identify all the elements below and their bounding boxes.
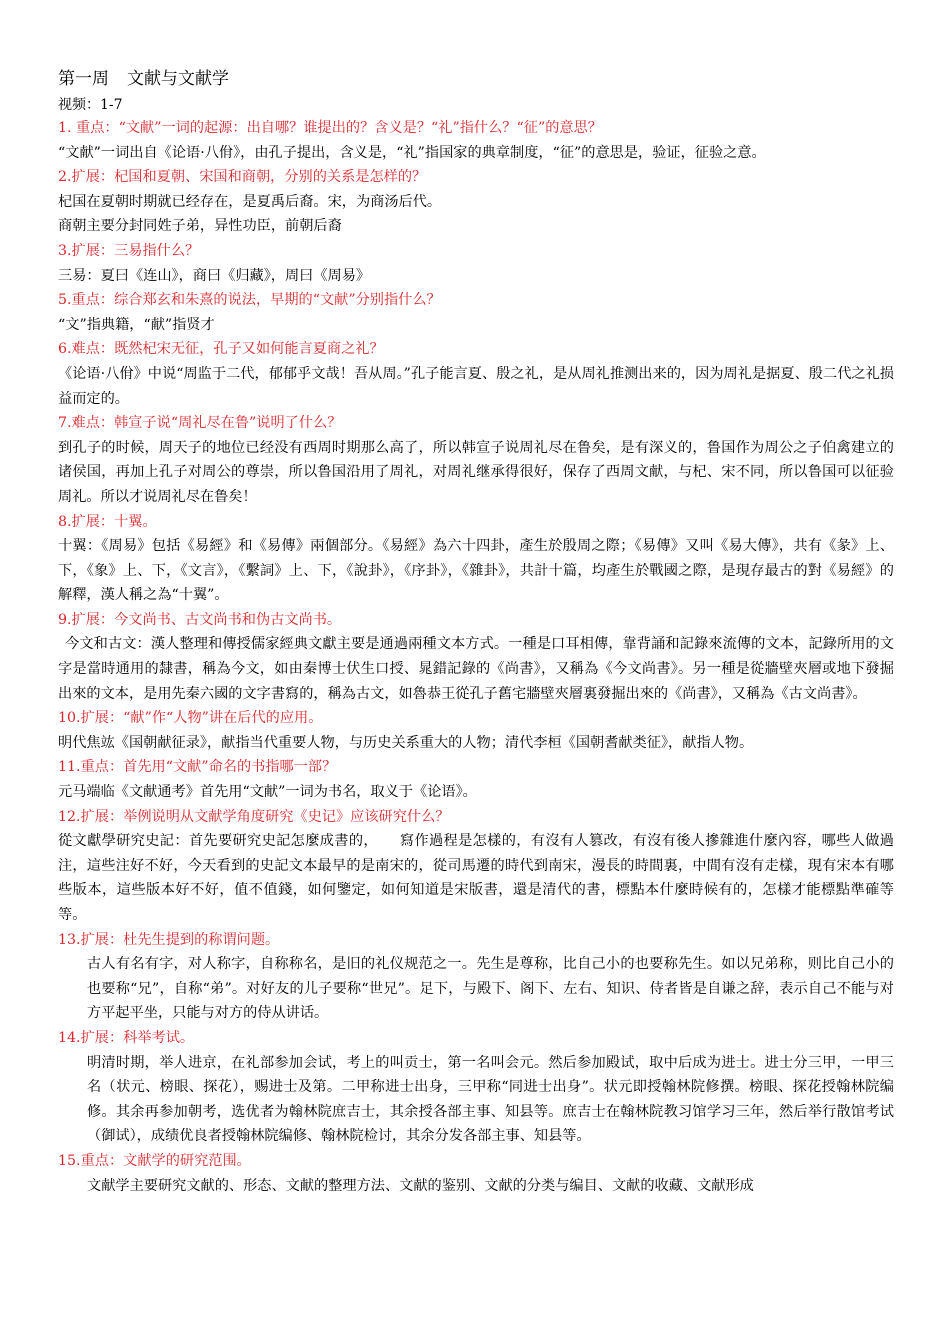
answer-paragraph: 文献学主要研究文献的、形态、文献的整理方法、文献的鉴别、文献的分类与编目、文献的收藏、文献形成 [87, 1177, 754, 1194]
question-heading: 14.扩展：科举考试。 [58, 1029, 195, 1046]
question-heading: 11.重点：首先用“文献”命名的书指哪一部？ [58, 759, 337, 776]
question-heading: 2.扩展：杞国和夏朝、宋国和商朝，分别的关系是怎样的？ [58, 169, 427, 186]
answer-paragraph: 今文和古文：漢人整理和傳授儒家經典文獻主要是通過兩種文本方式。一種是口耳相傳，靠背誦和記錄來流傳的文本，記錄所用的文字是當時通用的隸書，稱為今文，如由秦博士伏生口授、晁錯記錄的《尚書》，又稱為《今文尚書》。另一種是從牆壁夾層或地下發掘出來的文本，是用先秦六國的文字書寫的，稱為古文，如魯恭王從孔子舊宅牆壁夾層裏發掘出來的《尚書》，又稱為《古文尚書》。 [58, 636, 894, 702]
qa-section [58, 510, 894, 608]
week-label: 第一周 [58, 69, 109, 89]
qa-section [58, 165, 894, 239]
question-heading: 7.难点：韩宣子说“周礼尽在鲁”说明了什么？ [58, 415, 342, 432]
question-heading: 15.重点：文献学的研究范围。 [58, 1152, 251, 1169]
qa-sections [58, 116, 894, 1198]
question-heading: 5.重点：综合郑玄和朱熹的说法，早期的“文献”分别指什么？ [58, 292, 441, 309]
qa-section [58, 608, 894, 706]
answer-paragraph: 商朝主要分封同姓子弟，异性功臣，前朝后裔 [58, 218, 342, 235]
question-heading: 3.扩展：三易指什么？ [58, 242, 200, 259]
answer-paragraph: 到孔子的时候，周天子的地位已经没有西周时期那么高了，所以韩宣子说周礼尽在鲁矣，是有深义的，鲁国作为周公之子伯禽建立的诸侯国，再加上孔子对周公的尊崇，所以鲁国沿用了周礼，对周礼继承得很好，保存了西周文献，与杞、宋不同，所以鲁国可以征验周礼。所以才说周礼尽在鲁矣！ [58, 439, 894, 505]
video-label: 视频：1-7 [58, 97, 123, 113]
answer-paragraph: “文”指典籍，“献”指贤才 [58, 316, 215, 333]
answer-paragraph: 明代焦竑《国朝献征录》，献指当代重要人物，与历史关系重大的人物；清代李桓《国朝耆献类征》，献指人物。 [58, 734, 754, 751]
qa-section [58, 755, 894, 804]
question-heading: 1. 重点：“文献”一词的起源：出自哪？谁提出的？含义是？“礼”指什么？“征”的意思？ [58, 120, 602, 136]
qa-section [58, 805, 894, 928]
answer-paragraph: 古人有名有字，对人称字，自称称名，是旧的礼仪规范之一。先生是尊称，比自己小的也要称先生。如以兄弟称，则比自己小的也要称“兄”，自称“弟”。对好友的儿子要称“世兄”。足下，与殿下、阁下、左右、知识、侍者皆是自谦之辞，表示自己不能与对方平起平坐，只能与对方的侍从讲话。 [87, 956, 894, 1022]
question-heading: 13.扩展：杜先生提到的称谓问题。 [58, 931, 280, 948]
answer-paragraph: 十翼：《周易》包括《易經》和《易傳》兩個部分。《易經》為六十四卦，產生於殷周之際；《易傳》又叫《易大傳》，共有《彖》上、下，《象》上、下，《文言》，《繫詞》上、下，《說卦》，《序卦》，《雜卦》，共計十篇，均產生於戰國之際，是現存最古的對《易經》的解釋，漢人稱之為“十翼”。 [58, 538, 894, 604]
question-heading: 9.扩展：今文尚书、古文尚书和伪古文尚书。 [58, 611, 342, 628]
question-heading: 8.扩展：十翼。 [58, 513, 157, 530]
answer-paragraph: 《论语·八佾》中说“周监于二代，郁郁乎文哉！吾从周。”孔子能言夏、殷之礼，是从周礼推测出来的，因为周礼是据夏、殷二代之礼损益而定的。 [58, 365, 894, 407]
qa-section [58, 288, 894, 337]
answer-paragraph: 元马端临《文献通考》首先用“文献”一词为书名，取义于《论语》。 [58, 784, 477, 801]
qa-section [58, 411, 894, 509]
question-heading: 12.扩展：举例说明从文献学角度研究《史记》应该研究什么？ [58, 808, 450, 825]
qa-section [58, 239, 894, 288]
document-page [58, 58, 894, 1198]
question-heading: 6.难点：既然杞宋无征，孔子又如何能言夏商之礼？ [58, 341, 384, 358]
topic-label: 文献与文献学 [127, 69, 229, 89]
qa-section [58, 1149, 894, 1198]
answer-paragraph: 三易：夏曰《连山》，商曰《归藏》，周曰《周易》 [58, 267, 371, 284]
page-title [58, 64, 894, 94]
answer-paragraph: 明清时期，举人进京，在礼部参加会试，考上的叫贡士，第一名叫会元。然后参加殿试，取中后成为进士。进士分三甲，一甲三名（状元、榜眼、探花），赐进士及第。二甲称进士出身，三甲称“同进士出身”。状元即授翰林院修撰。榜眼、探花授翰林院编修。其余再参加朝考，选优者为翰林院庶吉士，其余授各部主事、知县等。庶吉士在翰林院教习馆学习三年，然后举行散馆考试（御试），成绩优良者授翰林院编修、翰林院检讨，其余分发各部主事、知县等。 [87, 1054, 894, 1145]
qa-section [58, 928, 894, 1026]
question-heading: 10.扩展：“献”作“人物”讲在后代的应用。 [58, 710, 323, 727]
qa-section [58, 116, 894, 165]
qa-section [58, 706, 894, 755]
qa-section [58, 1026, 894, 1149]
qa-section [58, 337, 894, 411]
answer-paragraph: 從文獻學研究史記：首先要研究史記怎麼成書的， 寫作過程是怎樣的，有沒有人篡改，有沒有後人摻雜進什麼內容，哪些人做過注，這些注好不好，今天看到的史記文本最早的是南宋的，從司馬遷的時代到南宋，漫長的時間裏，中間有沒有走樣，現有宋本有哪些版本，這些版本好不好，值不值錢，如何鑒定，如何知道是宋版書，還是清代的書，標點本什麼時候有的，怎樣才能標點準確等等。 [58, 833, 894, 923]
answer-paragraph: “文献”一词出自《论语·八佾》，由孔子提出，含义是，“礼”指国家的典章制度，“征”的意思是，验证，征验之意。 [58, 144, 766, 161]
answer-paragraph: 杞国在夏朝时期就已经存在，是夏禹后裔。宋，为商汤后代。 [58, 193, 442, 210]
